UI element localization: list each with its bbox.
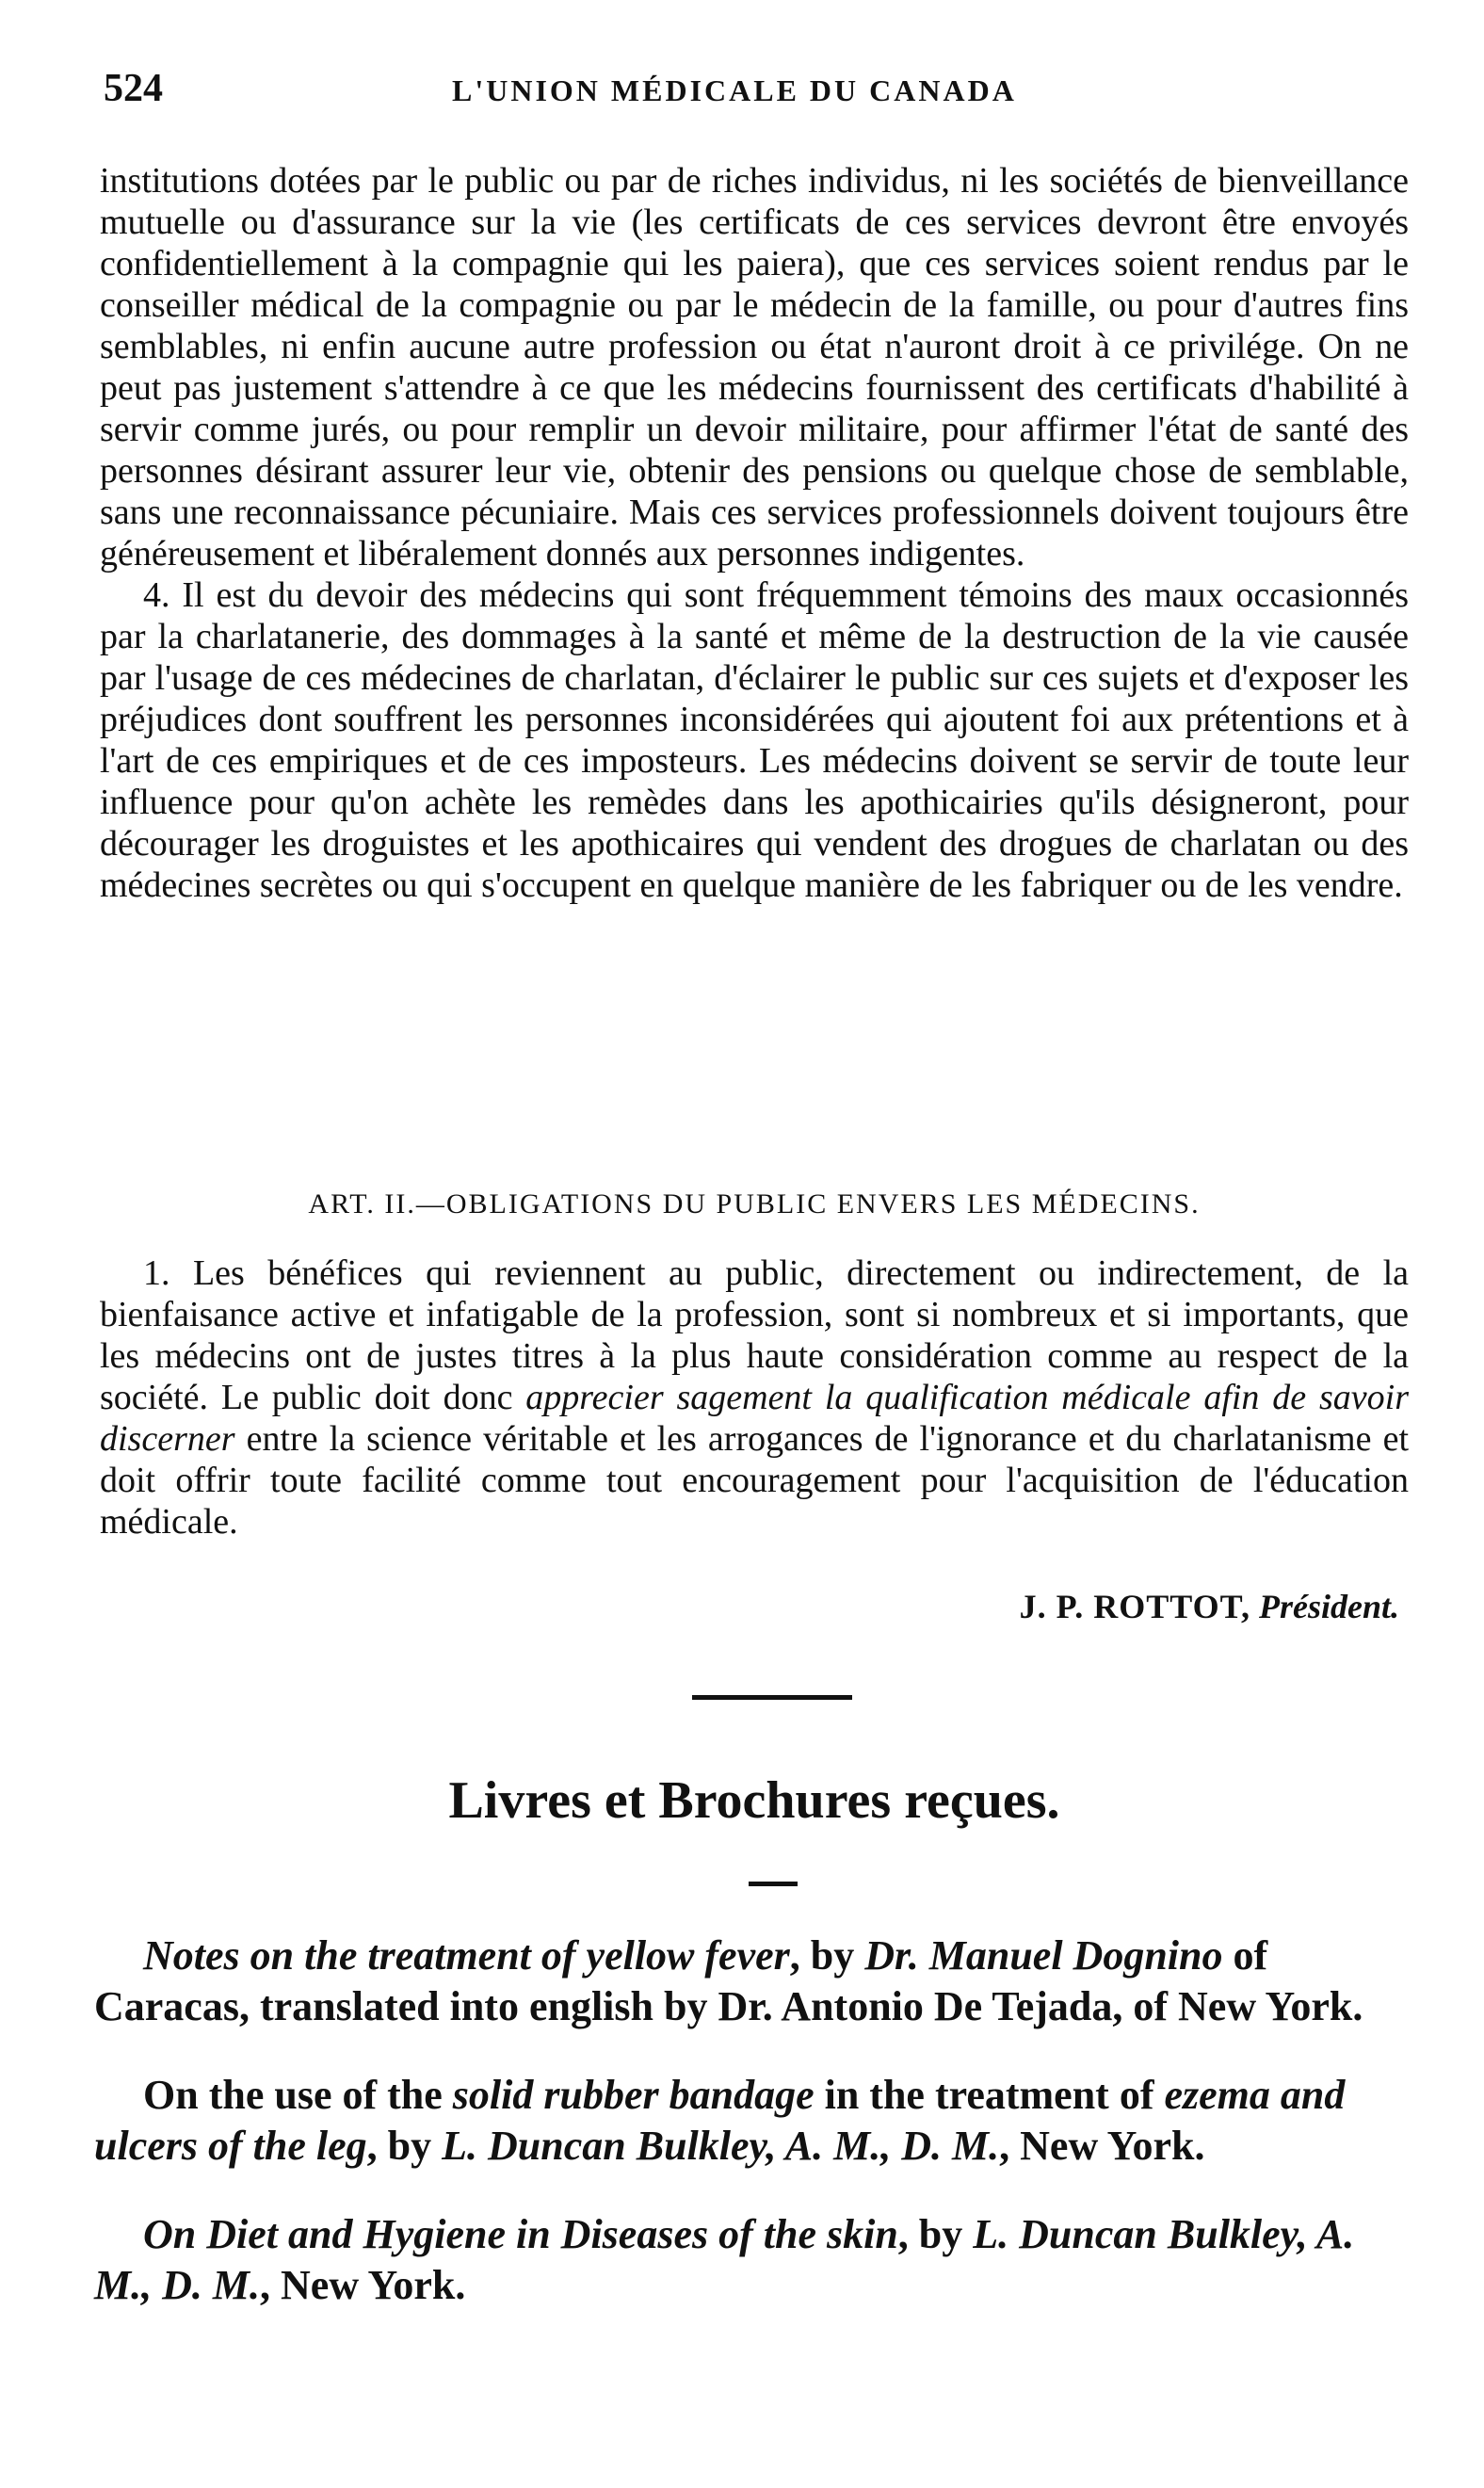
book-entry-text: , New York. <box>260 2262 466 2308</box>
paragraph-start: 1. Les bénéfices qui reviennent au public, directement ou indirectement, de la bienfaisance active et infatigable de la profession, sont si nombreux et si importants, que les médecins ont de justes titres à la plus haute considération comme au respect de la société. Le public doit donc <box>100 1253 1409 1417</box>
journal-title: L'UNION MÉDICALE DU CANADA <box>452 73 1017 107</box>
book-entry <box>94 2209 1412 2311</box>
section-divider-short <box>749 1882 798 1886</box>
article-heading: ART. II.—OBLIGATIONS DU PUBLIC ENVERS LES MÉDECINS. <box>308 1188 1201 1220</box>
paragraph-end: entre la science véritable et les arrogances de l'ignorance et du charlatanisme et doit offrir toute facilité comme tout encouragement pour l'acquisition de l'éducation médicale. <box>100 1419 1409 1542</box>
books-section-title: Livres et Brochures reçues. <box>448 1771 1060 1830</box>
paragraph-public-obligations <box>100 1252 1409 1543</box>
book-entry-italic: L. Duncan Bulkley, A. M., D. M. <box>442 2123 1000 2169</box>
section-continuation <box>100 160 1409 906</box>
signature <box>100 1587 1399 1626</box>
signature-name: J. P. ROTTOT, <box>1019 1588 1250 1625</box>
page-number: 524 <box>104 67 163 110</box>
book-entry-text: , by <box>897 2211 974 2257</box>
book-entry-italic: ezema and ulcers of the leg <box>94 2072 1346 2169</box>
paragraph-charlatanism: 4. Il est du devoir des médecins qui sont fréquemment témoins des maux occasionnés par la charlatanerie, des dommages à la santé et même de la destruction de la vie causée par l'usage de ces médecines de charlatan, d'éclairer le public sur ces sujets et d'exposer les préjudices dont souffrent les personnes inconsidérées qui ajoutent foi aux prétentions et à l'art de ces empiriques et de ces imposteurs. Les médecins doivent se servir de toute leur influence pour qu'on achète les remèdes dans les apothicairies qu'ils désigneront, pour décourager les droguistes et les apothicaires qui vendent des drogues de charlatan ou des médecines secrètes ou qui s'occupent en quelque manière de les fabriquer ou de les vendre. <box>100 575 1409 905</box>
book-entry-text: , New York. <box>999 2123 1205 2169</box>
book-entry-text: , by <box>366 2123 443 2169</box>
book-entry-text: , by <box>789 1932 865 1979</box>
book-entry-italic: On Diet and Hygiene in Diseases of the skin <box>143 2211 898 2257</box>
article-body <box>100 1252 1409 1543</box>
book-entry-text: On the use of the <box>143 2072 453 2118</box>
section-divider-long <box>692 1695 852 1700</box>
book-entry-italic: solid rubber bandage <box>452 2072 815 2118</box>
book-list <box>94 1931 1412 2349</box>
running-header <box>94 66 1403 122</box>
book-entry <box>94 2070 1412 2172</box>
book-entry-italic: Dr. Manuel Dognino <box>864 1932 1223 1979</box>
book-entry-italic: L. Duncan Bulkley, A. M., D. M. <box>94 2211 1355 2308</box>
book-entry-italic: Notes on the treatment of yellow fever <box>143 1932 790 1979</box>
book-entry <box>94 1931 1412 2032</box>
paragraph-privileges: institutions dotées par le public ou par de riches individus, ni les sociétés de bienveillance mutuelle ou d'assurance sur la vie (les certificats de ces services devront être envoyés confidentiellement à la compagnie qui les paiera), que ces services soient rendus par le conseiller médical de la compagnie ou par le médecin de la famille, ou pour d'autres fins semblables, ni enfin aucune autre profession ou état n'auront droit à ce privilége. On ne peut pas justement s'attendre à ce que les médecins fournissent des certificats d'habilité à servir comme jurés, ou pour remplir un devoir militaire, pour affirmer l'état de santé des personnes désirant assurer leur vie, obtenir des pensions ou quelque chose de semblable, sans une reconnaissance pécuniaire. Mais ces services professionnels doivent toujours être généreusement et libéralement donnés aux personnes indigentes. <box>100 161 1409 574</box>
book-entry-text: of Caracas, translated into english by Dr. Antonio De Tejada, of New York. <box>94 1932 1363 2029</box>
paragraph-italic: apprecier sagement la qualification médicale afin de savoir discerner <box>100 1378 1409 1459</box>
book-entry-text: in the treatment of <box>814 2072 1165 2118</box>
signature-title: Président. <box>1259 1588 1399 1625</box>
